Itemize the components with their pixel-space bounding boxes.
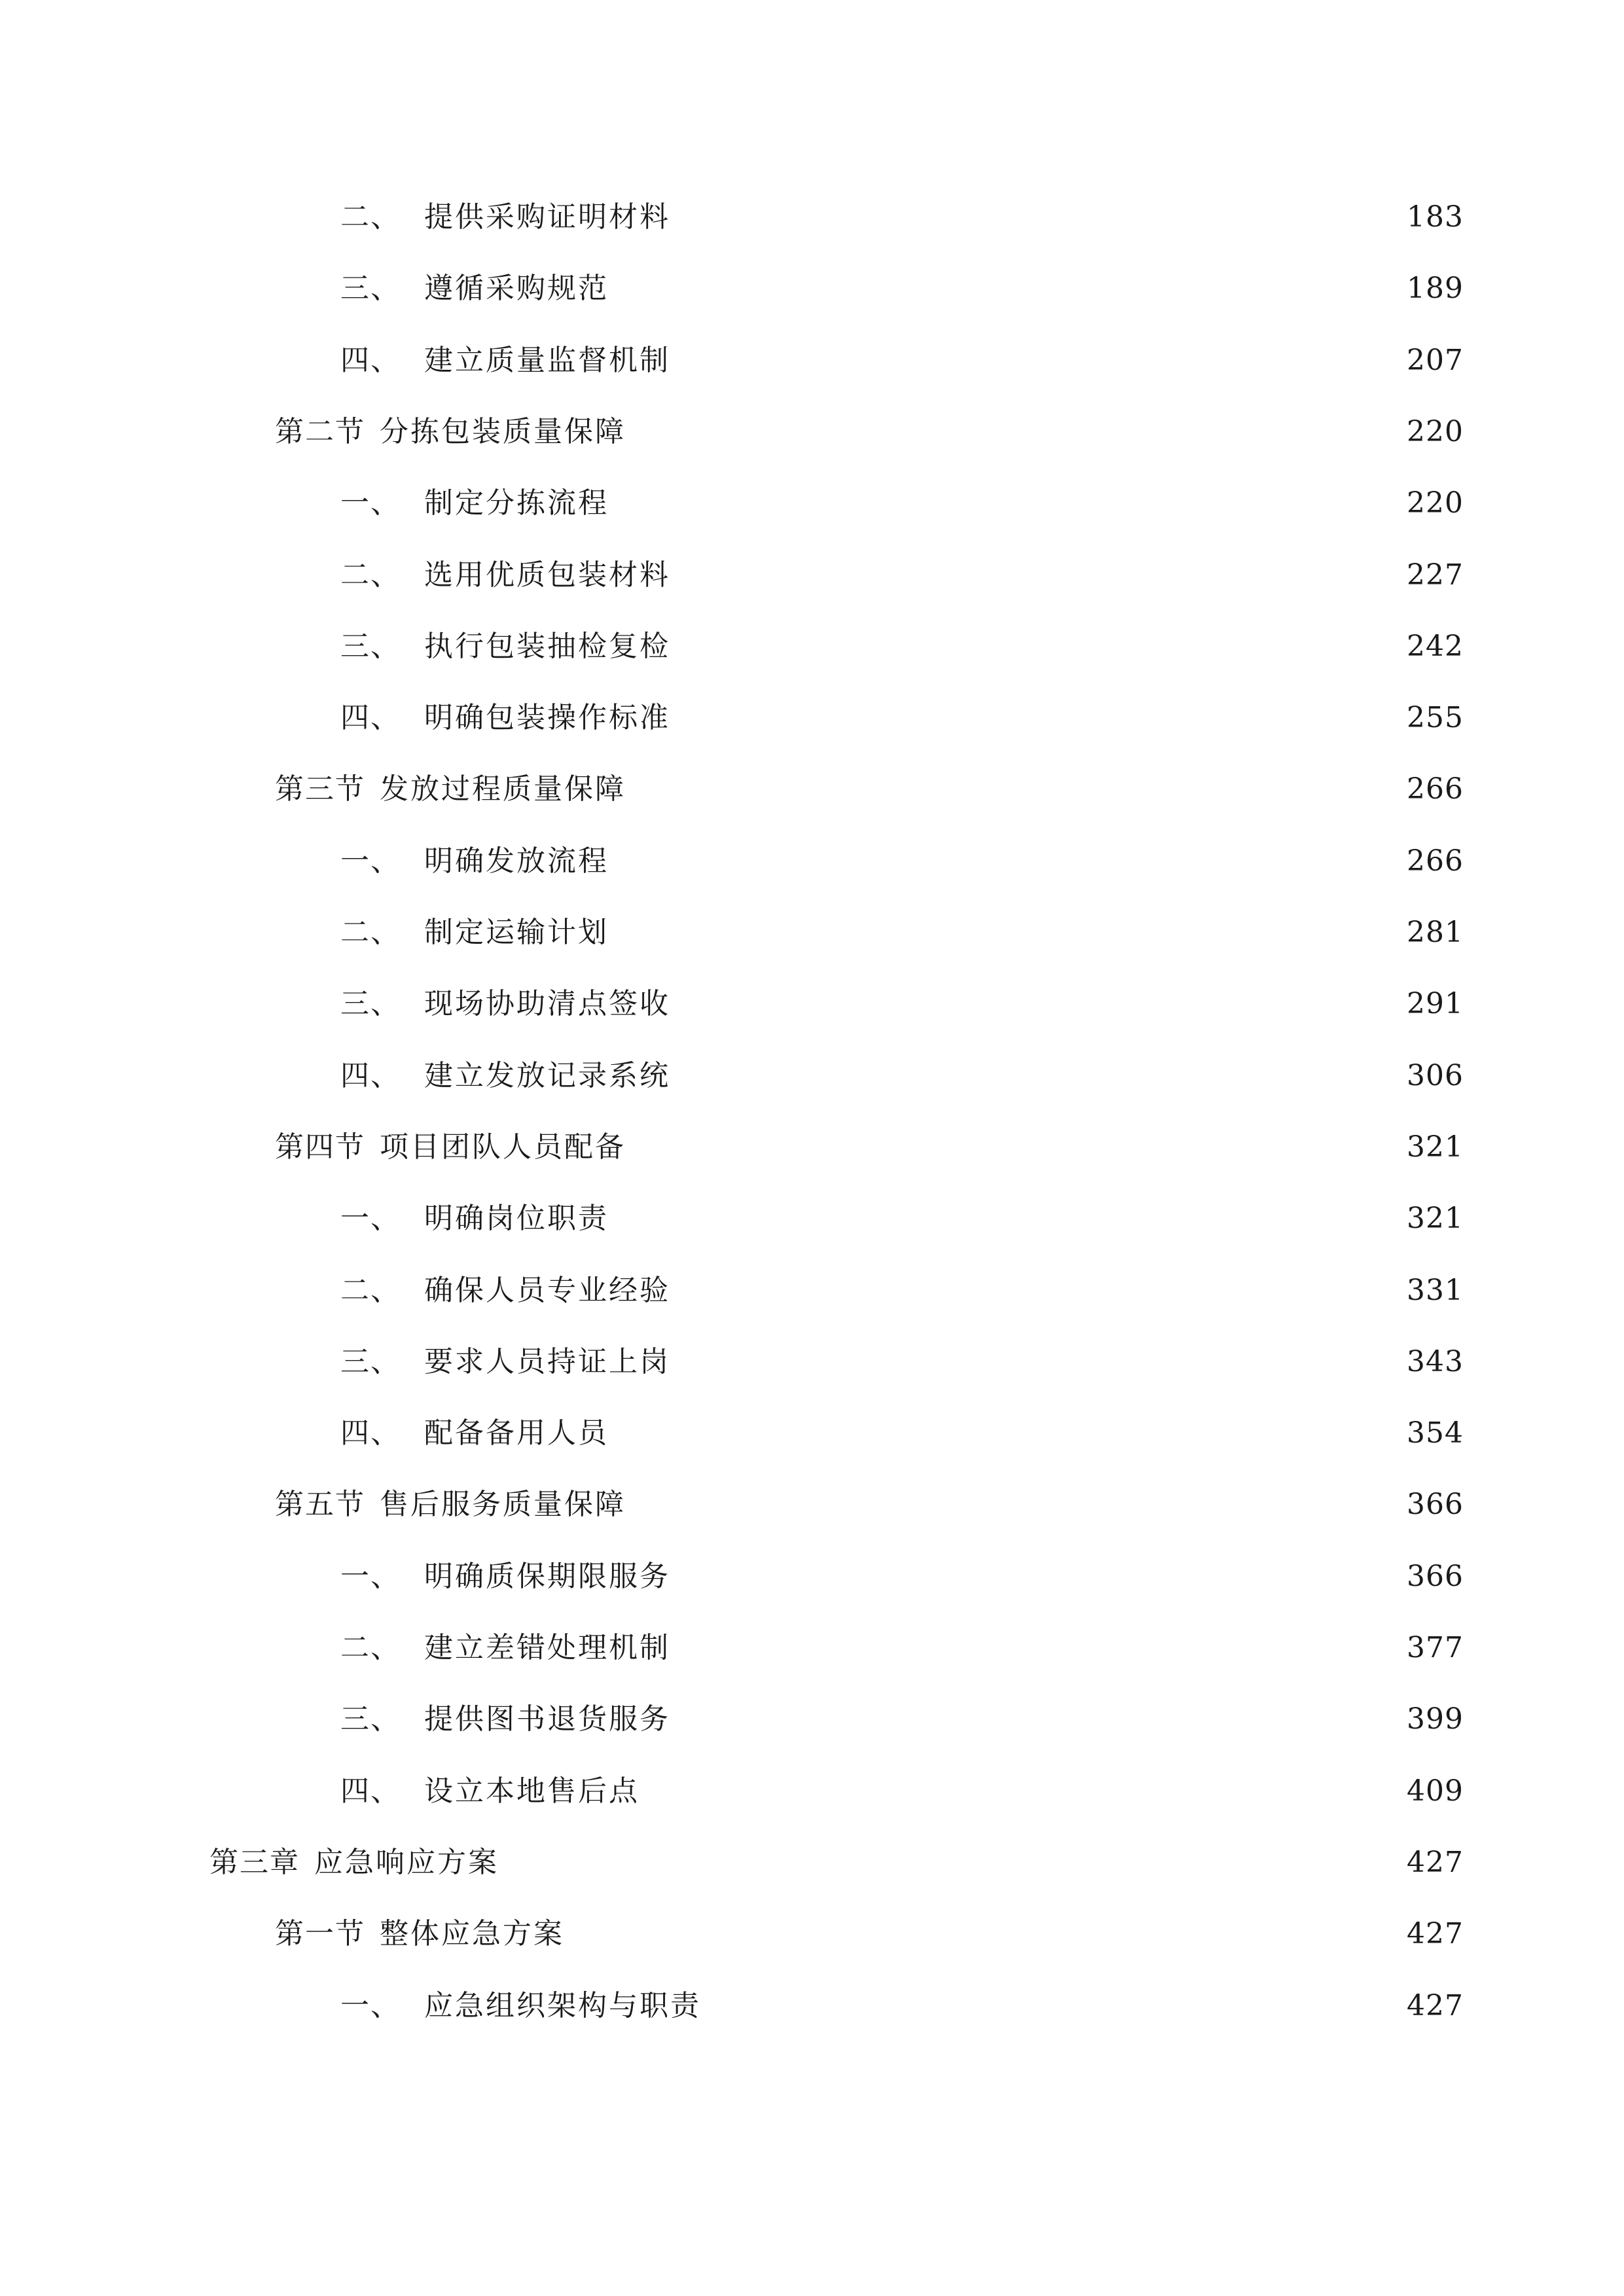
toc-entry-page-number: 189	[1407, 272, 1464, 305]
toc-entry-number: 三、	[340, 1702, 401, 1736]
dot-leader	[632, 1479, 1398, 1531]
toc-entry[interactable]	[275, 1121, 1464, 1174]
toc-entry-number: 三、	[340, 1345, 401, 1378]
toc-entry[interactable]	[275, 1479, 1464, 1531]
toc-entry-page-number: 281	[1407, 916, 1464, 949]
toc-entry-page-number: 266	[1407, 772, 1464, 806]
dot-leader	[615, 262, 1398, 315]
dot-leader	[677, 191, 1398, 243]
toc-entry-number: 四、	[340, 344, 401, 377]
dot-leader	[677, 978, 1398, 1030]
dot-leader	[632, 763, 1398, 816]
toc-entry-page-number: 266	[1407, 844, 1464, 878]
toc-entry-page-number: 427	[1407, 1989, 1464, 2022]
toc-entry-title: 提供图书退货服务	[424, 1702, 670, 1736]
toc-entry[interactable]	[340, 191, 1464, 243]
dot-leader	[677, 1551, 1398, 1603]
toc-entry-number: 一、	[340, 844, 401, 878]
toc-entry-title: 明确质保期限服务	[424, 1560, 670, 1593]
dot-leader	[677, 1265, 1398, 1317]
toc-entry-title: 分拣包装质量保障	[380, 415, 626, 448]
toc-entry[interactable]	[340, 978, 1464, 1030]
toc-entry-number: 二、	[340, 1631, 401, 1664]
toc-entry-number: 第五节	[275, 1488, 365, 1521]
toc-entry-number: 二、	[340, 916, 401, 949]
dot-leader	[677, 1050, 1398, 1102]
toc-entry[interactable]	[340, 1765, 1464, 1818]
toc-entry-number: 二、	[340, 558, 401, 592]
toc-entry[interactable]	[340, 906, 1464, 959]
toc-entry-number: 二、	[340, 200, 401, 234]
toc-entry-page-number: 331	[1407, 1274, 1464, 1307]
toc-entry-title: 设立本地售后点	[424, 1774, 640, 1808]
toc-entry-number: 一、	[340, 1560, 401, 1593]
toc-entry-number: 四、	[340, 1059, 401, 1092]
toc-entry-title: 项目团队人员配备	[380, 1130, 626, 1164]
toc-entry-title: 遵循采购规范	[424, 272, 609, 305]
toc-entry-title: 提供采购证明材料	[424, 200, 670, 234]
toc-entry[interactable]	[275, 763, 1464, 816]
toc-entry[interactable]	[340, 1265, 1464, 1317]
toc-entry[interactable]	[340, 1980, 1464, 2032]
toc-entry-title: 应急组织架构与职责	[424, 1989, 701, 2022]
toc-entry-title: 整体应急方案	[380, 1917, 564, 1950]
dot-leader	[646, 1765, 1398, 1818]
toc-entry-title: 建立质量监督机制	[424, 344, 670, 377]
toc-entry-title: 建立差错处理机制	[424, 1631, 670, 1664]
toc-entry-number: 第一节	[275, 1917, 365, 1950]
toc-entry[interactable]	[340, 1407, 1464, 1460]
toc-entry-page-number: 255	[1407, 701, 1464, 734]
toc-entry[interactable]	[340, 1622, 1464, 1674]
toc-entry[interactable]	[340, 692, 1464, 744]
dot-leader	[632, 1121, 1398, 1174]
toc-entry-page-number: 427	[1407, 1917, 1464, 1950]
toc-entry-page-number: 183	[1407, 200, 1464, 234]
toc-entry-title: 明确发放流程	[424, 844, 609, 878]
toc-entry-title: 确保人员专业经验	[424, 1274, 670, 1307]
toc-entry-title: 应急响应方案	[314, 1846, 499, 1879]
toc-entry-number: 第四节	[275, 1130, 365, 1164]
toc-entry-page-number: 377	[1407, 1631, 1464, 1664]
toc-entry-page-number: 306	[1407, 1059, 1464, 1092]
toc-entry-title: 明确包装操作标准	[424, 701, 670, 734]
toc-entry-number: 三、	[340, 272, 401, 305]
toc-entry-title: 明确岗位职责	[424, 1202, 609, 1235]
toc-entry-page-number: 366	[1407, 1488, 1464, 1521]
toc-entry-number: 第三章	[209, 1846, 300, 1879]
dot-leader	[615, 835, 1398, 888]
toc-entry-title: 执行包装抽检复检	[424, 630, 670, 663]
toc-entry[interactable]	[340, 1336, 1464, 1388]
dot-leader	[615, 906, 1398, 959]
toc-entry[interactable]	[340, 334, 1464, 387]
toc-entry-number: 四、	[340, 701, 401, 734]
toc-entry-number: 四、	[340, 1774, 401, 1808]
toc-entry[interactable]	[340, 549, 1464, 601]
toc-entry-number: 一、	[340, 1202, 401, 1235]
toc-entry[interactable]	[275, 406, 1464, 458]
dot-leader	[677, 692, 1398, 744]
toc-entry[interactable]	[340, 1050, 1464, 1102]
toc-entry-number: 第二节	[275, 415, 365, 448]
toc-entry-page-number: 207	[1407, 344, 1464, 377]
toc-entry-page-number: 343	[1407, 1345, 1464, 1378]
toc-entry-title: 建立发放记录系统	[424, 1059, 670, 1092]
toc-entry-page-number: 291	[1407, 987, 1464, 1020]
toc-entry-title: 制定分拣流程	[424, 486, 609, 520]
dot-leader	[708, 1980, 1398, 2032]
toc-entry[interactable]	[340, 1693, 1464, 1746]
toc-entry-title: 制定运输计划	[424, 916, 609, 949]
toc-entry[interactable]	[340, 620, 1464, 673]
toc-entry[interactable]	[340, 1551, 1464, 1603]
toc-entry-page-number: 354	[1407, 1416, 1464, 1450]
toc-entry-title: 发放过程质量保障	[380, 772, 626, 806]
toc-entry-page-number: 399	[1407, 1702, 1464, 1736]
toc-entry-page-number: 366	[1407, 1560, 1464, 1593]
dot-leader	[677, 549, 1398, 601]
dot-leader	[615, 1407, 1398, 1460]
toc-entry-number: 三、	[340, 630, 401, 663]
toc-entry-number: 一、	[340, 1989, 401, 2022]
dot-leader	[677, 620, 1398, 673]
toc-entry-number: 四、	[340, 1416, 401, 1450]
toc-entry-title: 配备备用人员	[424, 1416, 609, 1450]
toc-entry-number: 一、	[340, 486, 401, 520]
toc-entry-title: 选用优质包装材料	[424, 558, 670, 592]
toc-entry-page-number: 242	[1407, 630, 1464, 663]
toc-entry-title: 现场协助清点签收	[424, 987, 670, 1020]
toc-entry-page-number: 227	[1407, 558, 1464, 592]
dot-leader	[677, 1622, 1398, 1674]
dot-leader	[571, 1908, 1398, 1960]
toc-entry-page-number: 321	[1407, 1202, 1464, 1235]
toc-entry-title: 售后服务质量保障	[380, 1488, 626, 1521]
toc-entry[interactable]	[275, 1908, 1464, 1960]
dot-leader	[615, 1193, 1398, 1245]
toc-entry-number: 二、	[340, 1274, 401, 1307]
toc-entry-title: 要求人员持证上岗	[424, 1345, 670, 1378]
toc-entry[interactable]	[209, 1837, 1464, 1889]
toc-entry[interactable]	[340, 835, 1464, 888]
dot-leader	[677, 334, 1398, 387]
toc-entry-page-number: 321	[1407, 1130, 1464, 1164]
toc-entry[interactable]	[340, 1193, 1464, 1245]
toc-entry[interactable]	[340, 262, 1464, 315]
toc-entry-page-number: 409	[1407, 1774, 1464, 1808]
toc-entry-number: 第三节	[275, 772, 365, 806]
dot-leader	[615, 477, 1398, 529]
toc-entry[interactable]	[340, 477, 1464, 529]
dot-leader	[677, 1693, 1398, 1746]
toc-entry-page-number: 220	[1407, 486, 1464, 520]
dot-leader	[677, 1336, 1398, 1388]
toc-entry-number: 三、	[340, 987, 401, 1020]
dot-leader	[505, 1837, 1398, 1889]
toc-entry-page-number: 220	[1407, 415, 1464, 448]
dot-leader	[632, 406, 1398, 458]
toc-entry-page-number: 427	[1407, 1846, 1464, 1879]
